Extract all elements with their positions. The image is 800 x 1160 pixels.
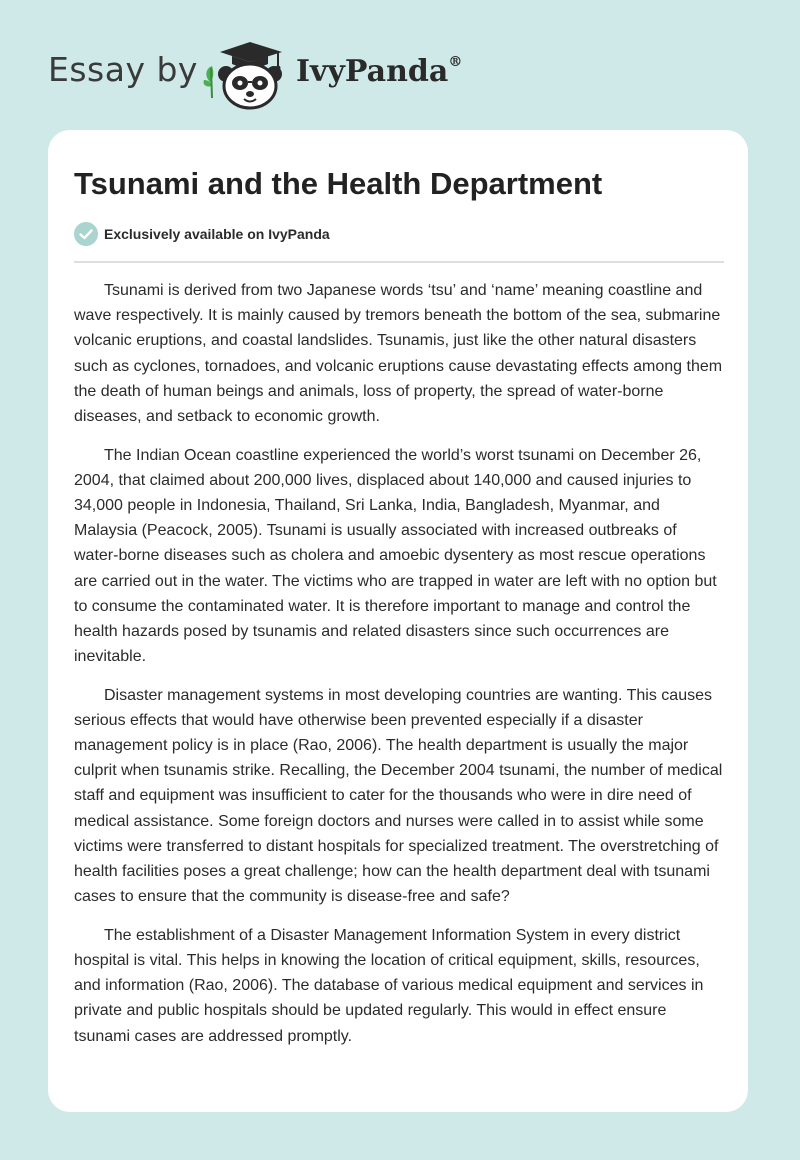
check-circle-icon — [74, 222, 98, 246]
paragraph: The establishment of a Disaster Management Information System in every district hospital is vital. This helps in knowing the location of critical equipment, skills, resources, and information (Rao, 2006). The database of various medical equipment and services in private and public hospitals should be updated regularly. This would in effect ensure tsunami cases are addressed promptly. — [74, 926, 704, 1045]
panda-graduate-icon — [200, 38, 292, 110]
paragraph: The Indian Ocean coastline experienced the world’s worst tsunami on December 26, 2004, that claimed about 200,000 lives, displaced about 140,000 and caused injuries to 34,000 people in Indonesia, Thailand, Sri Lanka, India, Bangladesh, Myanmar, and Malaysia (Peacock, 2005). Tsunami is usually associated with increased outbreaks of water-borne diseases such as cholera and amoebic dysentery as most rescue operations are carried out in the water. The victims who are trapped in water are left with no option but to consume the contaminated water. It is therefore important to manage and control the health hazards posed by tsunamis and related disasters since such occurrences are inevitable. — [74, 446, 717, 666]
paragraph: Tsunami is derived from two Japanese words ‘tsu’ and ‘name’ meaning coastline and wave respectively. It is mainly caused by tremors beneath the bottom of the sea, submarine volcanic eruptions, and coastal landslides. Tsunamis, just like the other natural disasters such as cyclones, tornadoes, and volcanic eruptions cause devastating effects among them the death of human beings and animals, loss of property, the spread of water-borne diseases, and setback to economic growth. — [74, 282, 723, 426]
essay-by-label: Essay by — [48, 50, 198, 89]
exclusive-badge-label: Exclusively available on IvyPanda — [104, 226, 330, 242]
exclusive-badge — [74, 222, 330, 246]
brand-name[interactable]: IvyPanda® — [296, 54, 463, 89]
registered-mark: ® — [448, 54, 463, 70]
site-header — [0, 0, 800, 120]
essay-card — [48, 130, 748, 1112]
divider — [74, 261, 724, 263]
page-title: Tsunami and the Health Department — [74, 166, 603, 201]
essay-body — [74, 278, 724, 1062]
paragraph: Disaster management systems in most developing countries are wanting. This causes serious effects that would have otherwise been prevented especially if a disaster management policy is in place (Rao, 2006). The health department is usually the major culprit when tsunamis strike. Recalling, the December 2004 tsunami, the number of medical staff and equipment was insufficient to cater for the thousands who were in dire need of medical assistance. Some foreign doctors and nurses were called in to assist while some victims were transferred to distant hospitals for specialized treatment. The overstretching of health facilities poses a great challenge; how can the health department deal with tsunami cases to ensure that the community is disease-free and safe? — [74, 686, 723, 906]
